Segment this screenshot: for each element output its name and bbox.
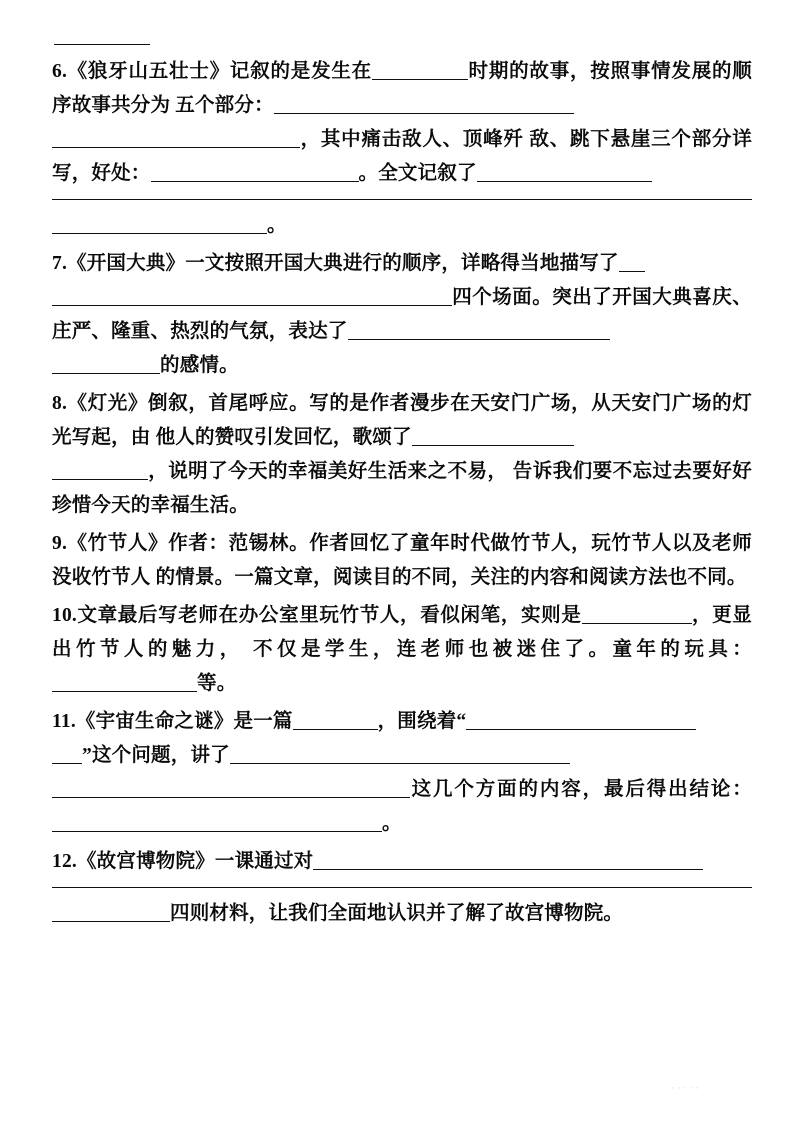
fill-in-blank[interactable] xyxy=(52,354,160,374)
question-text: 四个场面。突出了开国大典喜庆、庄严、隆重、热烈的气氛，表达了 xyxy=(52,287,752,342)
fill-in-blank[interactable] xyxy=(52,778,410,798)
fill-in-blank[interactable] xyxy=(52,460,148,480)
fill-in-blank[interactable] xyxy=(52,902,170,922)
question-text: 《宇宙生命之谜》是一篇 xyxy=(75,711,293,732)
fill-in-blank[interactable] xyxy=(348,320,610,340)
question-item xyxy=(52,527,752,595)
fill-in-blank-full-line[interactable] xyxy=(52,199,752,200)
question-item xyxy=(52,599,752,701)
question-text: 《故宫博物院》一课通过对 xyxy=(76,851,314,872)
question-text: 《灯光》倒叙，首尾呼应。写的是作者漫步在天安门广场，从天安门广场的灯光写起，由 他人的赞叹引发回忆，歌颂了 xyxy=(52,393,752,448)
question-number: 6. xyxy=(52,61,68,82)
question-text: 。 xyxy=(382,813,402,834)
question-number: 7. xyxy=(52,253,68,274)
question-number: 9. xyxy=(52,533,68,554)
fill-in-blank[interactable] xyxy=(274,94,574,114)
question-text: 文章最后写老师在办公室里玩竹节人，看似闲笔，实则是 xyxy=(76,605,582,626)
fill-in-blank[interactable] xyxy=(466,710,696,730)
question-item xyxy=(52,247,752,383)
question-item xyxy=(52,845,752,931)
question-item xyxy=(52,387,752,523)
fill-in-blank[interactable] xyxy=(52,812,382,832)
question-number: 11. xyxy=(52,711,76,732)
fill-in-blank[interactable] xyxy=(151,162,359,182)
fill-in-blank[interactable] xyxy=(619,252,645,272)
fill-in-blank[interactable] xyxy=(293,710,378,730)
fill-in-blank[interactable] xyxy=(52,286,452,306)
question-number: 8. xyxy=(52,393,68,414)
question-text: 时期的故事，按照事情发展的顺序故事共分为 五个部分： xyxy=(52,61,752,116)
question-text: 《狼牙山五壮士》记叙的是发生在 xyxy=(67,61,372,82)
question-text: 《竹节人》作者：范锡林。作者回忆了童年时代做竹节人，玩竹节人以及老师没收竹节人 的情景。一篇文章，阅读目的不同，关注的内容和阅读方法也不同。 xyxy=(52,533,752,588)
fill-in-blank[interactable] xyxy=(412,426,574,446)
question-text: 等。 xyxy=(197,673,237,694)
fill-in-blank[interactable] xyxy=(230,744,570,764)
fill-in-blank[interactable] xyxy=(52,744,82,764)
fill-in-blank[interactable] xyxy=(372,60,468,80)
fill-in-blank-full-line[interactable] xyxy=(52,887,752,888)
question-item xyxy=(52,55,752,243)
question-text: ，围绕着“ xyxy=(377,711,467,732)
question-text: 的感情。 xyxy=(160,355,239,376)
question-text: ，说明了今天的幸福美好生活来之不易， 告诉我们要不忘过去要好好珍惜今天的幸福生活。 xyxy=(52,461,752,516)
fill-in-blank[interactable] xyxy=(52,672,197,692)
question-number: 10. xyxy=(52,605,77,626)
question-text: ，其中痛击敌人、顶峰歼 敌、跳下悬崖三个部分详写，好处： xyxy=(52,129,752,184)
question-item xyxy=(52,705,752,841)
watermark-text: ····· xyxy=(671,1080,701,1094)
question-number: 12. xyxy=(52,851,77,872)
question-text: 《开国大典》一文按照开国大典进行的顺序，详略得当地描写了 xyxy=(67,253,619,274)
question-text: 。全文记叙了 xyxy=(358,163,477,184)
fill-in-blank[interactable] xyxy=(477,162,652,182)
worksheet-body xyxy=(52,44,752,935)
fill-in-blank[interactable] xyxy=(582,604,692,624)
fill-in-blank[interactable] xyxy=(52,214,267,234)
question-text: 这几个方面的内容，最后得出结论： xyxy=(410,779,752,800)
question-text: 。 xyxy=(267,215,287,236)
top-blank-rule xyxy=(54,44,150,45)
question-list xyxy=(52,55,752,931)
question-text: ”这个问题，讲了 xyxy=(82,745,230,766)
question-text: 四则材料，让我们全面地认识并了解了故宫博物院。 xyxy=(170,903,624,924)
question-text: ，更显出竹节人的魅力， 不仅是学生，连老师也被迷住了。童年的玩具： xyxy=(52,605,752,660)
fill-in-blank[interactable] xyxy=(52,128,300,148)
fill-in-blank[interactable] xyxy=(313,850,703,870)
